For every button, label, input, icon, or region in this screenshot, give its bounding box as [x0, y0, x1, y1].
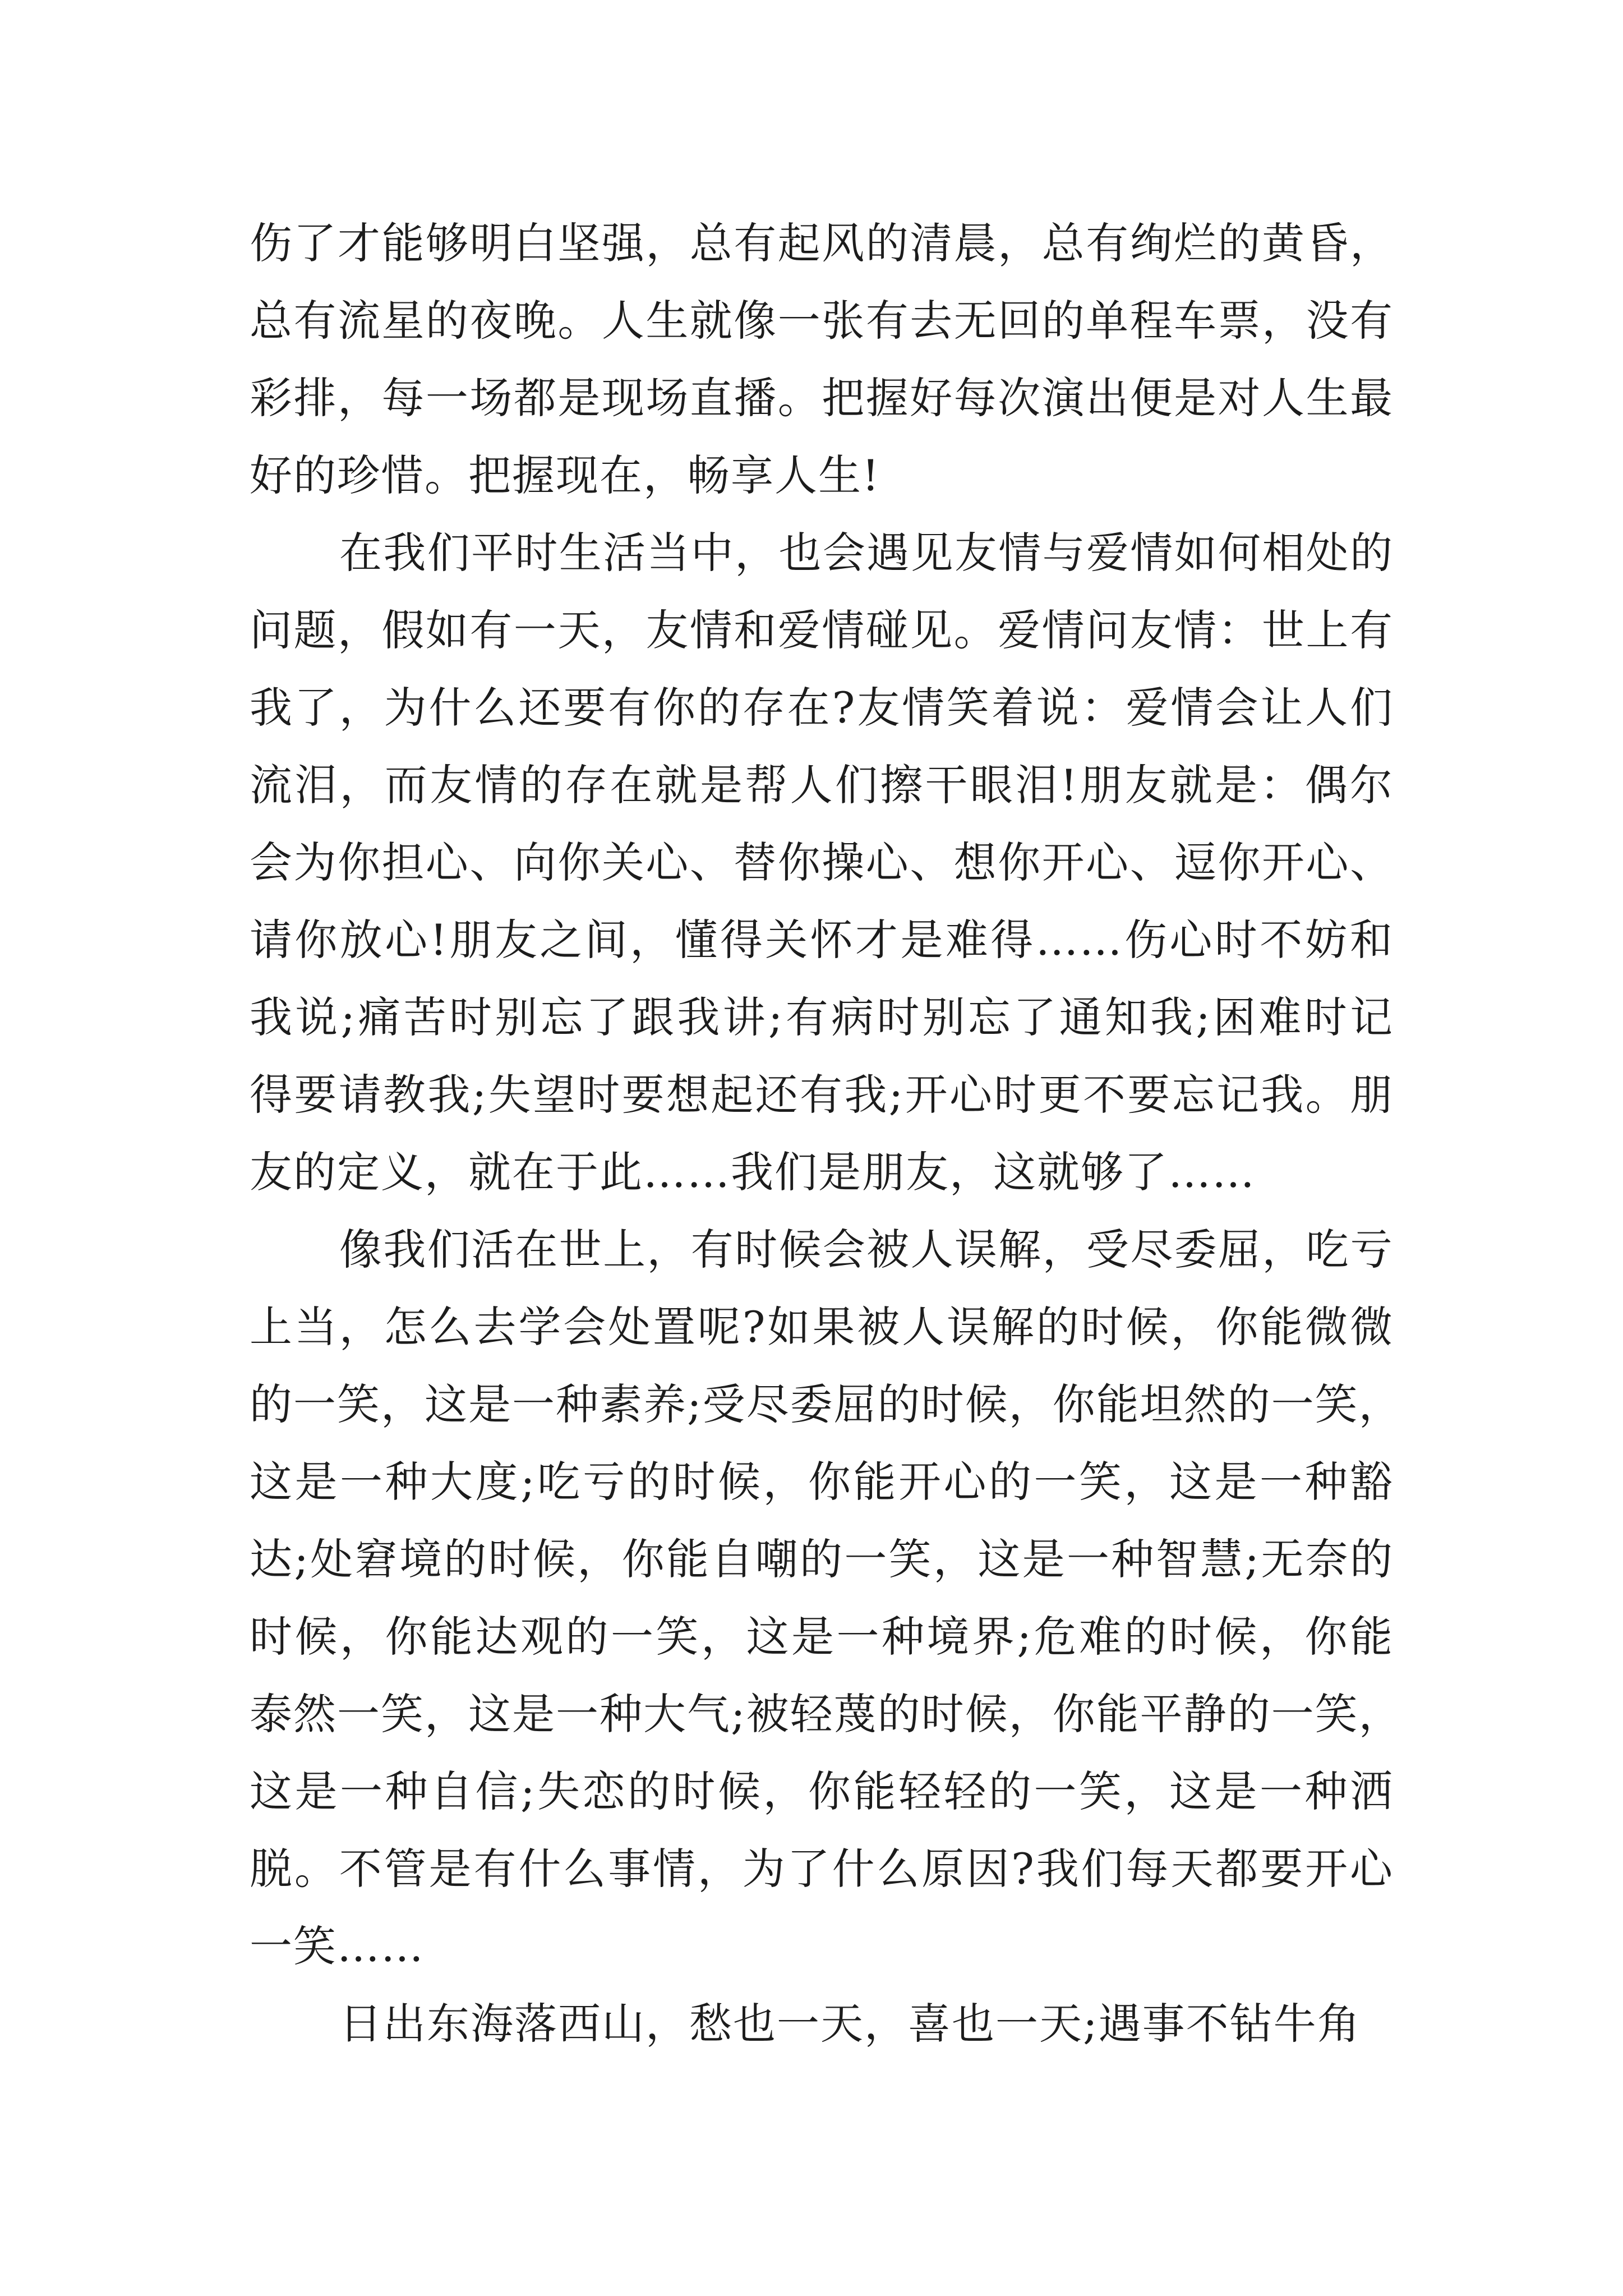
text-line: 我说;痛苦时别忘了跟我讲;有病时别忘了通知我;困难时记: [250, 992, 1394, 1042]
text-line: 脱。不管是有什么事情，为了什么原因?我们每天都要开心: [250, 1844, 1394, 1894]
paragraph: [250, 514, 1394, 1211]
text-line: 伤了才能够明白坚强，总有起风的清晨，总有绚烂的黄昏，: [250, 218, 1394, 268]
text-line: 问题，假如有一天，友情和爱情碰见。爱情问友情：世上有: [250, 605, 1394, 655]
text-line: 请你放心!朋友之间，懂得关怀才是难得……伤心时不妨和: [250, 915, 1394, 965]
text-line: 流泪，而友情的存在就是帮人们擦干眼泪!朋友就是：偶尔: [250, 760, 1394, 810]
paragraph: [250, 1211, 1403, 1985]
text-line: 泰然一笑，这是一种大气;被轻蔑的时候，你能平静的一笑，: [250, 1689, 1403, 1739]
text-line: 好的珍惜。把握现在，畅享人生!: [250, 450, 880, 500]
text-line: 得要请教我;失望时要想起还有我;开心时更不要忘记我。朋: [250, 1070, 1394, 1120]
text-line: 会为你担心、向你关心、替你操心、想你开心、逗你开心、: [250, 838, 1394, 887]
text-line: 达;处窘境的时候，你能自嘲的一笑，这是一种智慧;无奈的: [250, 1534, 1394, 1584]
text-line: 彩排，每一场都是现场直播。把握好每次演出便是对人生最: [250, 373, 1394, 423]
text-line: 时候，你能达观的一笑，这是一种境界;危难的时候，你能: [250, 1612, 1394, 1662]
paragraph: [250, 1985, 1394, 2063]
text-line: 一笑……: [250, 1921, 425, 1971]
text-line: 的一笑，这是一种素养;受尽委屈的时候，你能坦然的一笑，: [250, 1379, 1403, 1429]
text-line: 这是一种大度;吃亏的时候，你能开心的一笑，这是一种豁: [250, 1457, 1394, 1507]
text-line: 友的定义，就在于此……我们是朋友，这就够了……: [250, 1147, 1256, 1197]
text-line: 上当，怎么去学会处置呢?如果被人误解的时候，你能微微: [250, 1302, 1394, 1352]
text-line: 我了，为什么还要有你的存在?友情笑着说：爱情会让人们: [250, 683, 1394, 733]
text-line: 这是一种自信;失恋的时候，你能轻轻的一笑，这是一种洒: [250, 1766, 1394, 1816]
body-text: [250, 205, 1403, 2063]
text-line: 在我们平时生活当中，也会遇见友情与爱情如何相处的: [339, 528, 1394, 578]
text-line: 像我们活在世上，有时候会被人误解，受尽委屈，吃亏: [339, 1225, 1394, 1274]
text-line: 总有流星的夜晚。人生就像一张有去无回的单程车票，没有: [250, 296, 1394, 346]
text-line: 日出东海落西山，愁也一天，喜也一天;遇事不钻牛角: [339, 1999, 1361, 2049]
paragraph: [250, 205, 1394, 514]
